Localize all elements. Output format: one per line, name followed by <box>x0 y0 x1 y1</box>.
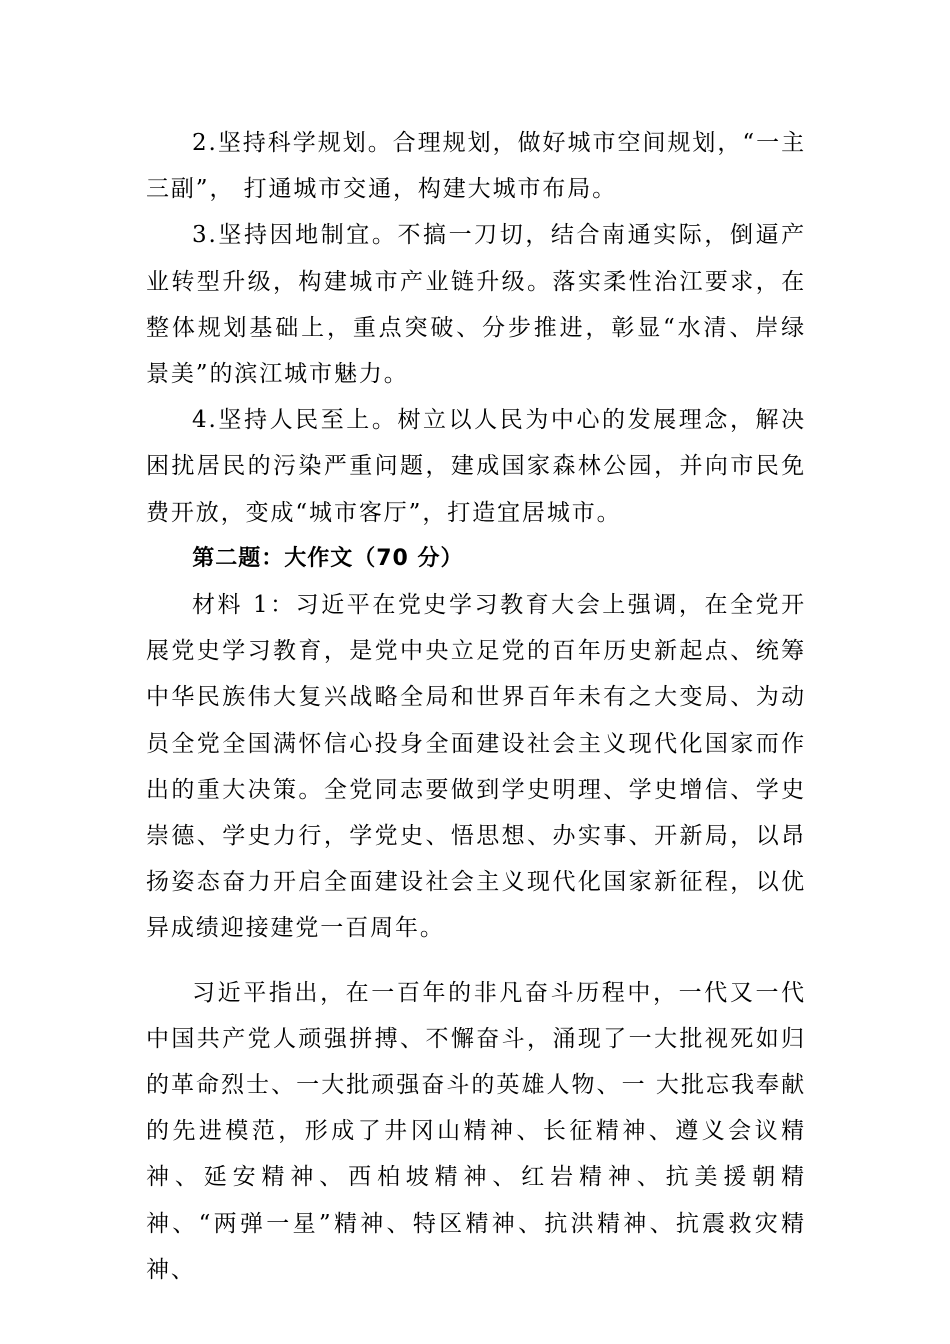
paragraph-scientific-planning: 2.坚持科学规划。合理规划，做好城市空间规划，“一主三副”， 打通城市交通，构建大城市布局。 <box>146 130 806 203</box>
paragraph-people-first: 4.坚持人民至上。树立以人民为中心的发展理念，解决困扰居民的污染严重问题，建成国家森林公园，并向市民免费开放，变成“城市客厅”，打造宜居城市。 <box>146 407 806 526</box>
material-paragraph-2: 习近平指出，在一百年的非凡奋斗历程中，一代又一代中国共产党人顽强拼搏、不懈奋斗，涌现了一大批视死如归的革命烈士、一大批顽强奋斗的英雄人物、一 大批忘我奉献的先进模范，形成了井冈山精神、长征精神、遵义会议精神、延安精神、西柏坡精神、红岩精神、抗美援朝精神、“两弹一星”精神、特区精神、抗洪精神、抗震救灾精神、 <box>146 979 806 1283</box>
paragraph-local-conditions: 3.坚持因地制宜。不搞一刀切，结合南通实际，倒逼产业转型升级，构建城市产业链升级。落实柔性治江要求，在整体规划基础上，重点突破、分步推进，彰显“水清、岸绿景美”的滨江城市魅力。 <box>146 222 806 388</box>
material-paragraph-1: 材料 1：习近平在党史学习教育大会上强调，在全党开展党史学习教育，是党中央立足党的百年历史新起点、统筹中华民族伟大复兴战略全局和世界百年未有之大变局、为动员全党全国满怀信心投身全面建设社会主义现代化国家而作出的重大决策。全党同志要做到学史明理、学史增信、学史崇德、学史力行，学党史、悟思想、办实事、开新局，以昂扬姿态奋力开启全面建设社会主义现代化国家新征程，以优异成绩迎接建党一百周年。 <box>146 592 806 942</box>
document-page <box>146 120 806 1293</box>
section-heading: 第二题：大作文（70 分） <box>192 545 464 571</box>
